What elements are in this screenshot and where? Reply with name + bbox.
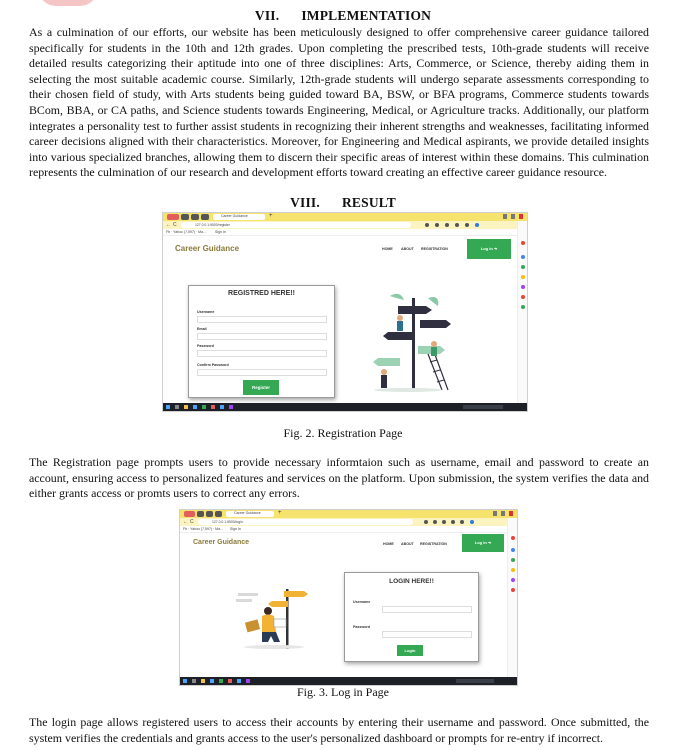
- side-panel-icon[interactable]: [521, 285, 525, 289]
- profile-icon[interactable]: [475, 223, 479, 227]
- browser-tab: [197, 511, 204, 517]
- username-input[interactable]: [197, 316, 327, 323]
- username-label: Username: [353, 600, 371, 604]
- search-icon[interactable]: [192, 679, 196, 683]
- section-title: IMPLEMENTATION: [301, 8, 432, 23]
- side-panel-icon[interactable]: [521, 295, 525, 299]
- close-icon[interactable]: [519, 214, 523, 219]
- suitcase: [245, 619, 260, 632]
- side-panel-icon[interactable]: [521, 275, 525, 279]
- system-tray: [463, 405, 503, 409]
- person-legs: [262, 632, 280, 642]
- email-input[interactable]: [197, 333, 327, 340]
- windows-taskbar: [180, 677, 517, 685]
- figure-2-caption: Fig. 2. Registration Page: [283, 426, 403, 440]
- side-panel-icon[interactable]: [511, 588, 515, 592]
- browser-address-bar: [180, 518, 517, 526]
- lost-traveler-illustration: [234, 583, 314, 653]
- extension-icon[interactable]: [435, 223, 439, 227]
- new-tab-icon[interactable]: +: [278, 510, 282, 516]
- refresh-icon[interactable]: C: [190, 519, 194, 525]
- person-head: [397, 315, 403, 321]
- minimize-icon[interactable]: [503, 214, 507, 219]
- new-tab-icon[interactable]: +: [269, 213, 273, 219]
- url-input[interactable]: [198, 519, 413, 525]
- speed-line: [238, 593, 258, 596]
- browser-tab: [167, 214, 179, 220]
- taskbar-app-icon[interactable]: [219, 679, 223, 683]
- signpost-pole: [286, 589, 289, 649]
- person-head: [381, 369, 387, 375]
- back-icon[interactable]: ←: [166, 222, 171, 228]
- email-label: Email: [197, 327, 207, 331]
- extension-icon[interactable]: [442, 520, 446, 524]
- side-panel-icon[interactable]: [521, 255, 525, 259]
- taskbar-app-icon[interactable]: [228, 679, 232, 683]
- signpost-illustration: [368, 288, 458, 393]
- side-panel-icon[interactable]: [521, 241, 525, 245]
- section-heading-result: [0, 195, 686, 211]
- browser-tab: [206, 511, 213, 517]
- registration-form: [188, 285, 335, 398]
- extension-icon[interactable]: [465, 223, 469, 227]
- taskbar-app-icon[interactable]: [193, 405, 197, 409]
- side-panel-icon[interactable]: [521, 265, 525, 269]
- taskbar-app-icon[interactable]: [210, 679, 214, 683]
- taskbar-app-icon[interactable]: [202, 405, 206, 409]
- bookmarks-bar: [180, 526, 517, 533]
- section-heading-implementation: [0, 8, 686, 24]
- extension-icon[interactable]: [460, 520, 464, 524]
- figure-3-caption: Fig. 3. Log in Page: [297, 685, 389, 699]
- profile-icon[interactable]: [470, 520, 474, 524]
- tab-title: Career Guidance: [234, 511, 261, 515]
- nav-home[interactable]: HOME: [383, 542, 394, 546]
- ground-shadow: [244, 645, 304, 649]
- map-paper: [274, 619, 286, 627]
- start-icon[interactable]: [166, 405, 170, 409]
- login-form: [344, 572, 479, 662]
- bookmarks-bar: [163, 229, 527, 236]
- taskbar-app-icon[interactable]: [246, 679, 250, 683]
- section-number: VII.: [254, 8, 280, 23]
- nav-about[interactable]: ABOUT: [401, 247, 414, 251]
- sign-arrow: [398, 306, 432, 314]
- extension-icon[interactable]: [445, 223, 449, 227]
- password-input[interactable]: [382, 631, 472, 638]
- browser-tab-bar: [163, 213, 527, 221]
- registration-page-screenshot: [162, 212, 528, 412]
- username-label: Username: [197, 310, 215, 314]
- browser-tab: [201, 214, 209, 220]
- person-head: [264, 607, 272, 615]
- system-tray: [456, 679, 494, 683]
- nav-registration[interactable]: REGISTRATION: [421, 247, 448, 251]
- taskbar-app-icon[interactable]: [220, 405, 224, 409]
- browser-tab: [184, 511, 195, 517]
- maximize-icon[interactable]: [511, 214, 515, 219]
- person-body: [431, 347, 437, 356]
- side-panel-icon[interactable]: [511, 568, 515, 572]
- bookmark-item[interactable]: Sign In: [215, 230, 226, 234]
- close-icon[interactable]: [509, 511, 513, 516]
- register-button[interactable]: Register: [243, 380, 279, 395]
- tab-title: Career Guidance: [221, 214, 248, 218]
- side-panel-icon[interactable]: [511, 558, 515, 562]
- extension-icon[interactable]: [433, 520, 437, 524]
- minimize-icon[interactable]: [493, 511, 497, 516]
- browser-tab: [215, 511, 222, 517]
- browser-address-bar: [163, 221, 527, 229]
- sign-arrow: [420, 320, 451, 328]
- form-title: LOGIN HERE!!: [389, 578, 434, 585]
- sign-arrow: [383, 332, 414, 340]
- site-brand[interactable]: Career Guidance: [175, 244, 240, 253]
- password-label: Password: [353, 625, 370, 629]
- start-icon[interactable]: [183, 679, 187, 683]
- section-number: VIII.: [290, 195, 320, 210]
- taskbar-app-icon[interactable]: [201, 679, 205, 683]
- url-input[interactable]: [181, 222, 411, 228]
- leaf-shape: [390, 294, 404, 300]
- side-panel-icon[interactable]: [511, 548, 515, 552]
- login-submit-button[interactable]: Login: [397, 645, 423, 656]
- site-header: [180, 534, 499, 558]
- maximize-icon[interactable]: [501, 511, 505, 516]
- extension-icon[interactable]: [425, 223, 429, 227]
- person-body: [381, 375, 387, 388]
- taskbar-app-icon[interactable]: [229, 405, 233, 409]
- bookmark-item[interactable]: Fb · Yahoo (7,597) · Ma...: [166, 230, 206, 234]
- side-panel-icon[interactable]: [511, 536, 515, 540]
- bookmark-item[interactable]: Sign In: [230, 527, 241, 531]
- search-icon[interactable]: [175, 405, 179, 409]
- login-button[interactable]: Log In ➔: [462, 534, 504, 552]
- person-head: [431, 341, 437, 347]
- windows-taskbar: [163, 403, 527, 411]
- sign-arrow: [284, 591, 308, 597]
- section-title: RESULT: [341, 195, 396, 210]
- extension-icon[interactable]: [424, 520, 428, 524]
- login-page-screenshot: [179, 509, 518, 686]
- taskbar-app-icon[interactable]: [211, 405, 215, 409]
- sign-arrow: [373, 358, 400, 366]
- side-panel-icon[interactable]: [511, 578, 515, 582]
- login-button[interactable]: Log In ➔: [467, 239, 511, 259]
- site-brand[interactable]: Career Guidance: [193, 539, 250, 546]
- site-header: [163, 239, 509, 263]
- password-input[interactable]: [197, 350, 327, 357]
- corner-decoration: [38, 0, 98, 6]
- extension-icon[interactable]: [455, 223, 459, 227]
- browser-tab: [191, 214, 199, 220]
- login-description: The login page allows registered users to access their accounts by entering their username and password. Once submitted, the system verifies the credentials and grants access to the user's personalized dashboard or prompts for re-entry if incorrect.: [29, 715, 649, 745]
- refresh-icon[interactable]: C: [173, 222, 177, 228]
- confirm-password-label: Confirm Password: [197, 363, 229, 367]
- browser-side-panel: [507, 518, 517, 677]
- person-body: [397, 321, 403, 331]
- side-panel-icon[interactable]: [521, 305, 525, 309]
- taskbar-app-icon[interactable]: [184, 405, 188, 409]
- username-input[interactable]: [382, 606, 472, 613]
- confirm-password-input[interactable]: [197, 369, 327, 376]
- nav-about[interactable]: ABOUT: [401, 542, 414, 546]
- registration-description: The Registration page prompts users to provide necessary informtaion such as username, email and password to create an account, ensuring access to personalized features and services on the platform. Upon submission, the system verifies the data and either grants access or promts users to correct any errors.: [29, 455, 649, 501]
- back-icon[interactable]: ←: [183, 519, 188, 525]
- browser-tab: [181, 214, 189, 220]
- extension-icon[interactable]: [451, 520, 455, 524]
- taskbar-app-icon[interactable]: [237, 679, 241, 683]
- password-label: Password: [197, 344, 214, 348]
- leaf-shape: [428, 297, 438, 306]
- nav-home[interactable]: HOME: [382, 247, 393, 251]
- bookmark-item[interactable]: Fb · Yahoo (7,597) · Ma...: [183, 527, 223, 531]
- sign-arrow: [268, 601, 288, 607]
- ladder-rail: [428, 354, 442, 390]
- browser-side-panel: [517, 221, 527, 403]
- browser-tab-bar: [180, 510, 517, 518]
- speed-line: [236, 599, 252, 602]
- ground-shadow: [374, 388, 442, 392]
- implementation-paragraph: As a culmination of our efforts, our website has been meticulously designed to offer comprehensive career guidance tailored specifically for students in the 10th and 12th grades. Upon completing the prescribed tests, 10th-grade students will receive detailed results categorizing their aptitude into one of three disciplines: Arts, Commerce, or Science, thereby aiding them in selecting the most suitable academic course. Similarly, 12th-grade students will undergo separate assessments corresponding to their chosen field of study, with Arts students being guided toward BA, BSW, or BFA programs, Commerce students towards BCom, BBA, or CA paths, and Science students towards Engineering, Medical, or Agriculture tracks. Additionally, our platform integrates a personality test to further assist students in recognizing their inherent strengths and weaknesses, facilitating informed career decisions aligned with their characteristics. Moreover, for Engineering and Medical aspirants, we provide detailed insights into various specialized branches, allowing them to discern their specific areas of interest within these domains. This culmination represents the culmination of our research and development efforts toward creating an effective career guidance resource.: [29, 25, 649, 180]
- form-title: REGISTRED HERE!!: [228, 290, 295, 297]
- url-text: 127.0.0.1:5500/login: [212, 520, 243, 524]
- url-text: 127.0.0.1:5500/register: [195, 223, 230, 227]
- nav-registration[interactable]: REGISTRATION: [420, 542, 447, 546]
